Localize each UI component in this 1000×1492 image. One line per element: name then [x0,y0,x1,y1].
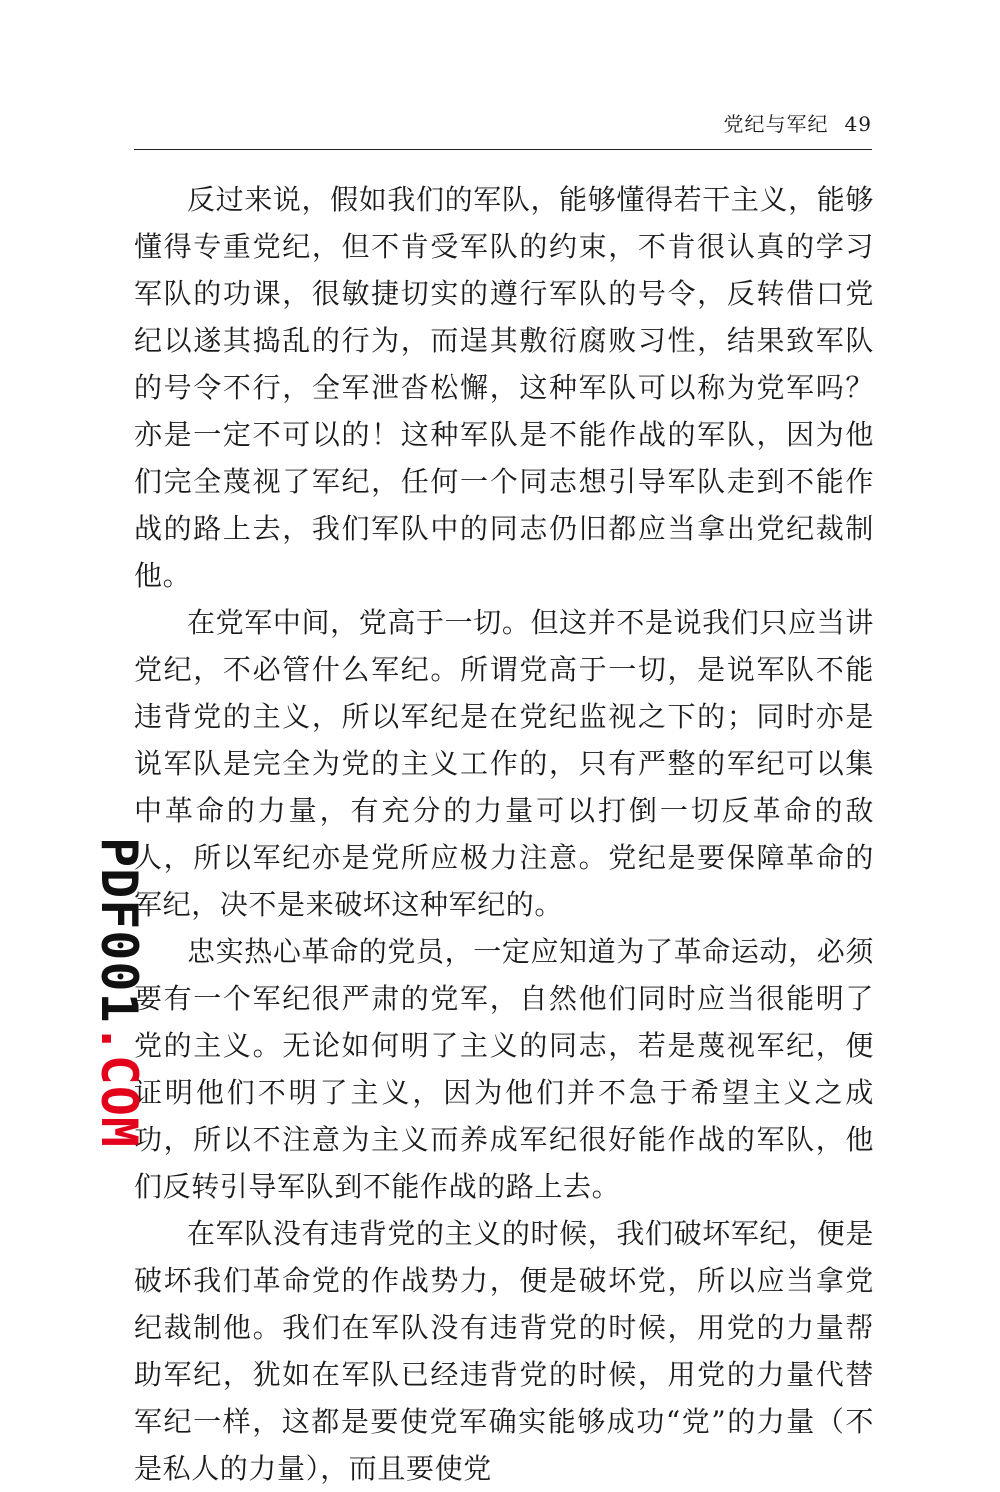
watermark-text-part1: PDF001 [90,837,148,1024]
paragraph-3: 忠实热心革命的党员，一定应知道为了革命运动，必须要有一个军纪很严肃的党军，自然他们同时应当很能明了党的主义。无论如何明了主义的同志，若是蔑视军纪，便证明他们不明了主义，因为他们并不急于希望主义之成功，所以不注意为主义而养成军纪很好能作战的军队，他们反转引导军队到不能作战的路上去。 [134,935,874,1203]
watermark-text-part2: .COM [90,1023,148,1149]
paragraph-4: 在军队没有违背党的主义的时候，我们破坏军纪，便是破坏我们革命党的作战势力，便是破坏党，所以应当拿党纪裁制他。我们在军队没有违背党的时候，用党的力量帮助军纪，犹如在军队已经违背党的时候，用党的力量代替军纪一样，这都是要使党军确实能够成功“党”的力量（不是私人的力量），而且要使党 [134,1217,874,1485]
paragraph-1: 反过来说，假如我们的军队，能够懂得若干主义，能够懂得专重党纪，但不肯受军队的约束，不肯很认真的学习军队的功课，很敏捷切实的遵行军队的号令，反转借口党纪以遂其捣乱的行为，而逞其敷衍腐败习性，结果致军队的号令不行，全军泄沓松懈，这种军队可以称为党军吗？亦是一定不可以的！这种军队是不能作战的军队，因为他们完全蔑视了军纪，任何一个同志想引导军队走到不能作战的路上去，我们军队中的同志仍旧都应当拿出党纪裁制他。 [134,183,874,592]
running-header [134,108,872,138]
watermark [90,837,148,1149]
chapter-title: 党纪与军纪 [723,112,829,136]
paragraph-2: 在党军中间，党高于一切。但这并不是说我们只应当讲党纪，不必管什么军纪。所谓党高于一切，是说军队不能违背党的主义，所以军纪是在党纪监视之下的；同时亦是说军队是完全为党的主义工作的，只有严整的军纪可以集中革命的力量，有充分的力量可以打倒一切反革命的敌人，所以军纪亦是党所应极力注意。党纪是要保障革命的军纪，决不是来破坏这种军纪的。 [134,606,874,921]
page-number: 49 [844,112,872,136]
body-text [134,176,874,1492]
header-divider [134,149,872,150]
